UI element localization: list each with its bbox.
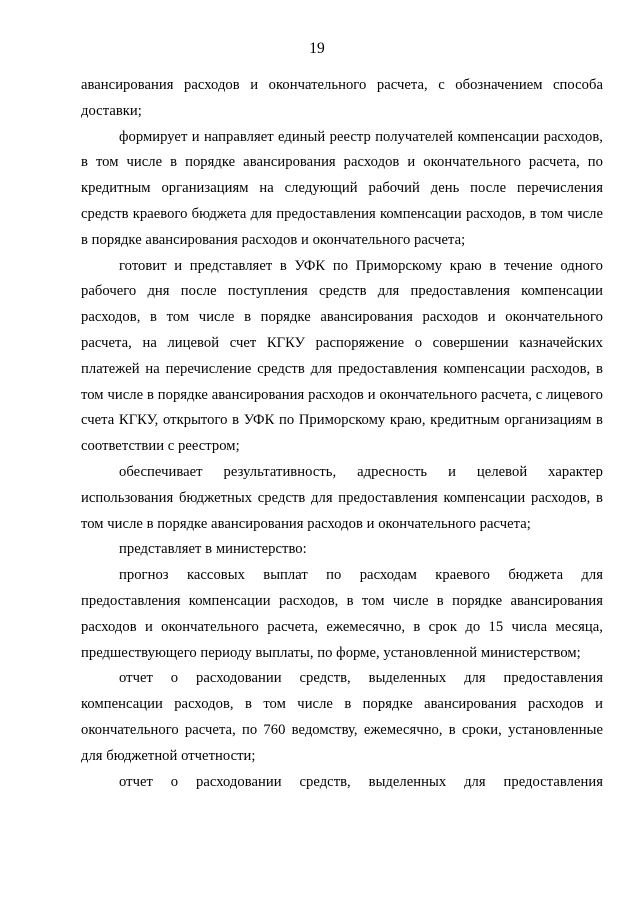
paragraph-submits-to-ministry: представляет в министерство:	[119, 541, 307, 558]
paragraph-continuation: авансирования расходов и окончательного расчета, с обозначением способа доставки;	[81, 77, 603, 119]
paragraph-report-continued: отчет о расходовании средств, выделенных для предоставления	[119, 773, 603, 790]
page-number: 19	[309, 40, 325, 57]
paragraph-ufk-order: готовит и представляет в УФК по Приморскому краю в течение одного рабочего дня после поступления средств для предоставления компенсации расходов, в том числе в порядке авансирования расходов и окончательного расчета, на лицевой счет КГКУ распоряжение о совершении казначейских платежей на перечисление средств для предоставления компенсации расходов, в том числе в порядке авансирования расходов и окончательного расчета, с лицевого счета КГКУ, открытого в УФК по Приморскому краю, кредитным организациям в соответствии с реестром;	[81, 257, 603, 455]
document-body	[81, 73, 603, 795]
paragraph-effectiveness: обеспечивает результативность, адресность и целевой характер использования бюджетных средств для предоставления компенсации расходов, в том числе в порядке авансирования расходов и окончательного расчета;	[81, 463, 603, 532]
paragraph-forecast: прогноз кассовых выплат по расходам краевого бюджета для предоставления компенсации расходов, в том числе в порядке авансирования расходов и окончательного расчета, ежемесячно, в срок до 15 числа месяца, предшествующего периоду выплаты, по форме, установленной министерством;	[81, 567, 603, 661]
paragraph-report-760: отчет о расходовании средств, выделенных для предоставления компенсации расходов, в том числе в порядке авансирования расходов и окончательного расчета, по 760 ведомству, ежемесячно, в сроки, установленные для бюджетной отчетности;	[81, 670, 603, 764]
paragraph-registry: формирует и направляет единый реестр получателей компенсации расходов, в том числе в порядке авансирования расходов и окончательного расчета, по кредитным организациям на следующий рабочий день после перечисления средств краевого бюджета для предоставления компенсации расходов, в том числе в порядке авансирования расходов и окончательного расчета;	[81, 128, 603, 248]
